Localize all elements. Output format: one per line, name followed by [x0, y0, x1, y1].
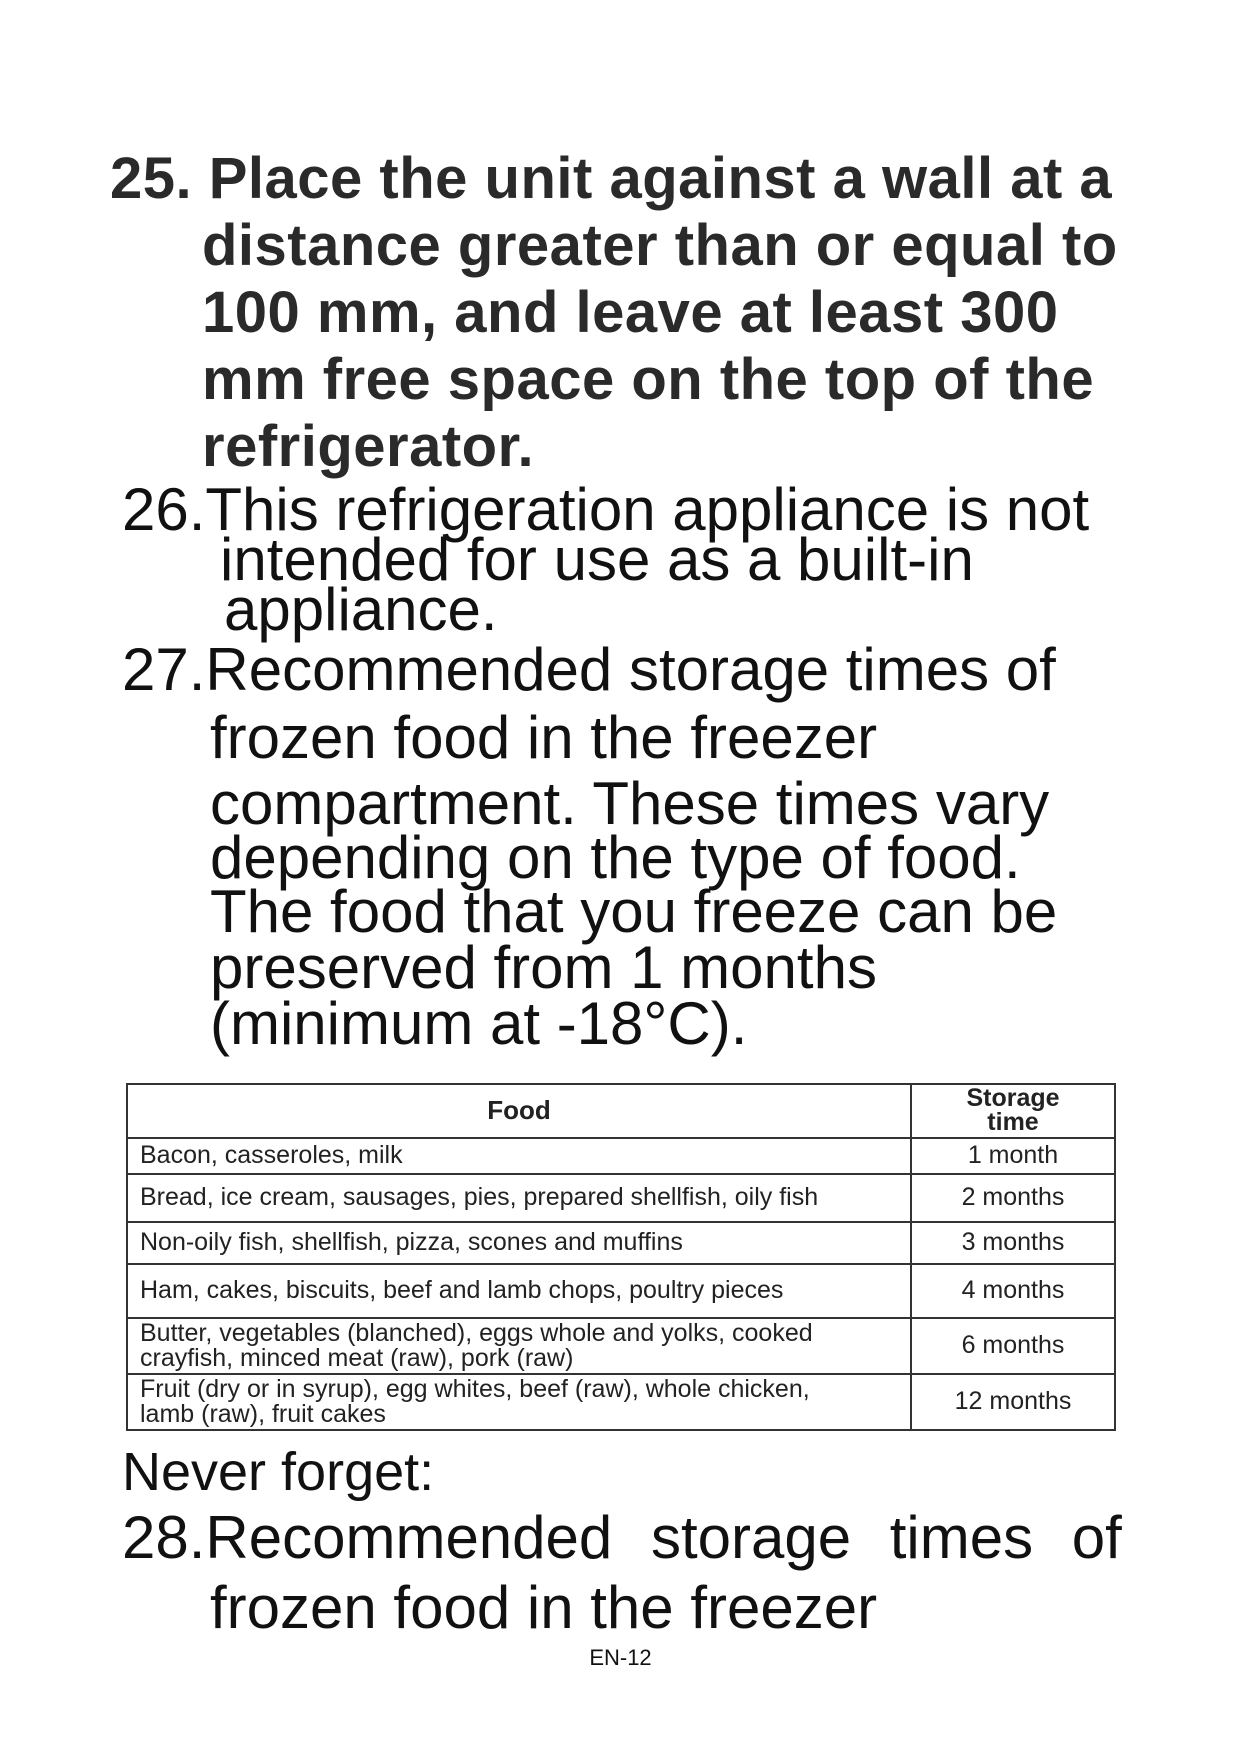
time-cell: 6 months — [911, 1318, 1115, 1374]
time-cell: 4 months — [911, 1264, 1115, 1318]
food-cell — [127, 1264, 911, 1318]
food-text: Bread, ice cream, sausages, pies, prepared shellfish, oily fish — [140, 1183, 819, 1211]
never-forget-heading: Never forget: — [122, 1442, 435, 1502]
food-cell — [127, 1374, 911, 1430]
table-row — [127, 1138, 1115, 1174]
item-27-line-6: preserved from 1 months — [210, 934, 877, 1001]
item-27-line-3: compartment. These times vary — [210, 770, 1050, 837]
item-27-line-5: The food that you freeze can be — [210, 878, 1058, 945]
table-header-row — [127, 1084, 1115, 1138]
table-row — [127, 1222, 1115, 1264]
food-text: Ham, cakes, biscuits, beef and lamb chops, poultry pieces — [140, 1276, 784, 1304]
header-storage-line-2: time — [987, 1107, 1039, 1136]
food-cell — [127, 1318, 911, 1374]
header-storage-time — [911, 1084, 1115, 1138]
header-food: Food — [127, 1084, 911, 1138]
item-26-line-2: intended for use as a built-in — [220, 526, 974, 593]
item-27-line-4: depending on the type of food. — [210, 824, 1021, 891]
food-text: Non-oily fish, shellfish, pizza, scones and muffins — [140, 1228, 683, 1256]
storage-times-table — [126, 1083, 1116, 1431]
time-cell: 1 month — [911, 1138, 1115, 1174]
table-row — [127, 1374, 1115, 1430]
item-28-line-1: 28.Recommended storage times of — [122, 1504, 1122, 1571]
item-25-line-2: distance greater than or equal to — [202, 213, 1118, 278]
item-25-line-1: 25. Place the unit against a wall at a — [110, 146, 1113, 211]
item-25-line-4: mm free space on the top of the — [202, 347, 1095, 412]
item-26-line-3: appliance. — [224, 576, 498, 643]
food-text: crayfish, minced meat (raw), pork (raw) — [140, 1343, 574, 1372]
page-number: EN-12 — [589, 1645, 652, 1670]
food-text: lamb (raw), fruit cakes — [140, 1399, 386, 1428]
food-text: Bacon, casseroles, milk — [140, 1141, 403, 1169]
time-cell: 12 months — [911, 1374, 1115, 1430]
item-26-line-1: 26.This refrigeration appliance is not — [122, 476, 1090, 543]
time-cell: 2 months — [911, 1174, 1115, 1222]
item-28-line-2: frozen food in the freezer — [210, 1574, 878, 1641]
food-cell — [127, 1174, 911, 1222]
table-row — [127, 1318, 1115, 1374]
item-25-line-5: refrigerator. — [202, 414, 535, 479]
header-storage-line-1: Storage — [966, 1084, 1060, 1112]
food-cell — [127, 1138, 911, 1174]
food-cell — [127, 1222, 911, 1264]
item-27-line-1: 27.Recommended storage times of — [122, 636, 1056, 703]
table-row — [127, 1174, 1115, 1222]
item-27-line-2: frozen food in the freezer — [210, 704, 878, 771]
item-25-line-3: 100 mm, and leave at least 300 — [202, 280, 1059, 345]
table-row — [127, 1264, 1115, 1318]
item-27-line-7: (minimum at -18°C). — [210, 990, 748, 1057]
time-cell: 3 months — [911, 1222, 1115, 1264]
food-text: Butter, vegetables (blanched), eggs whole and yolks, cooked — [140, 1318, 813, 1347]
food-text: Fruit (dry or in syrup), egg whites, beef (raw), whole chicken, — [140, 1374, 810, 1403]
